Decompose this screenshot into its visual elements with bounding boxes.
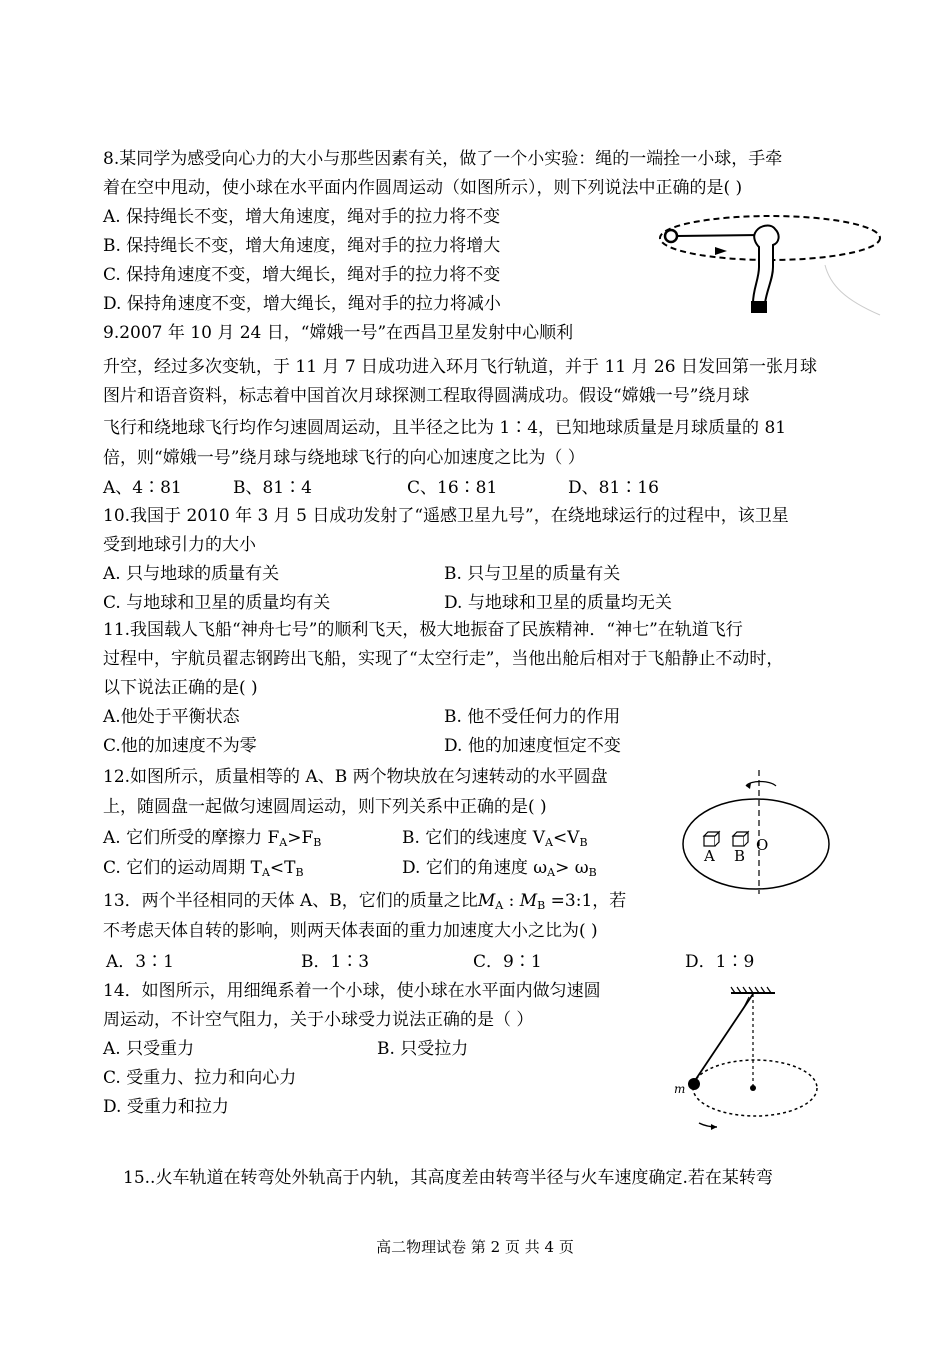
- q10-stem-line1: 10.我国于 2010 年 3 月 5 日成功发射了“遥感卫星九号”，在绕地球运行的过程中，该卫星: [103, 506, 789, 526]
- label-a: A: [704, 847, 715, 865]
- block-a-icon: [704, 832, 719, 846]
- q11-stem-line3: 以下说法正确的是( ): [103, 678, 258, 698]
- q12-figure-rotating-disk: [680, 770, 840, 895]
- q13-option-c: C．9∶1: [473, 952, 542, 972]
- q11-option-c: C.他的加速度不为零: [103, 736, 257, 756]
- q10-option-c: C. 与地球和卫星的质量均有关: [103, 593, 331, 613]
- label-m: m: [674, 1082, 686, 1096]
- q9-stem-line4: 飞行和绕地球飞行均作匀速圆周运动，且半径之比为 1∶4，已知地球质量是月球质量的 81: [103, 418, 787, 438]
- label-b: B: [734, 847, 746, 865]
- q8-option-c: C. 保持角速度不变，增大绳长，绳对手的拉力将不变: [103, 265, 501, 285]
- q13-option-d: D．1∶9: [685, 952, 755, 972]
- label-o: O: [756, 836, 769, 854]
- q10-option-b: B. 只与卫星的质量有关: [444, 564, 621, 584]
- q11-option-b: B. 他不受任何力的作用: [444, 707, 621, 727]
- q14-option-d: D. 受重力和拉力: [103, 1097, 229, 1117]
- page-footer: 高二物理试卷 第 2 页 共 4 页: [376, 1238, 574, 1256]
- q14-option-a: A. 只受重力: [103, 1039, 195, 1059]
- q9-option-d: D、81∶16: [568, 478, 659, 498]
- q13-option-b: B．1∶3: [301, 952, 370, 972]
- q13-option-a: A．3∶1: [106, 952, 174, 972]
- q12-option-b: B. 它们的线速度 $V_A<V_B$: [402, 828, 588, 849]
- q12-option-d: D. 它们的角速度 $\omega_A> \omega_B$: [402, 858, 597, 879]
- q15-stem-line1: 15..火车轨道在转弯处外轨高于内轨，其高度差由转弯半径与火车速度确定.若在某转弯: [123, 1168, 773, 1188]
- q9-option-a: A、4∶81: [103, 478, 182, 498]
- q12-stem-line1: 12.如图所示，质量相等的 A、B 两个物块放在匀速转动的水平圆盘: [103, 767, 608, 787]
- q9-stem-line1: 9.2007 年 10 月 24 日，“嫦娥一号”在西昌卫星发射中心顺利: [103, 323, 574, 343]
- q12-stem-line2: 上，随圆盘一起做匀速圆周运动，则下列关系中正确的是( ): [103, 797, 547, 817]
- q8-figure-hand-string-ball: [655, 205, 885, 320]
- q14-option-c: C. 受重力、拉力和向心力: [103, 1068, 297, 1088]
- q9-option-b: B、81∶4: [233, 478, 312, 498]
- q12-option-c: C. 它们的运动周期 $T_A<T_B$: [103, 858, 304, 879]
- q9-stem-line2: 升空，经过多次变轨，于 11 月 7 日成功进入环月飞行轨道，并于 11 月 26 日发回第一张月球: [103, 357, 817, 377]
- q9-option-c: C、16∶81: [407, 478, 498, 498]
- q12-option-a: A. 它们所受的摩擦力 $F_A>F_B$: [103, 828, 322, 849]
- q14-stem-line1: 14．如图所示，用细绳系着一个小球，使小球在水平面内做匀速圆: [103, 981, 601, 1001]
- q8-option-b: B. 保持绳长不变，增大角速度，绳对手的拉力将增大: [103, 236, 501, 256]
- q14-figure-conical-pendulum: [665, 985, 845, 1135]
- q11-stem-line1: 11.我国载人飞船“神舟七号”的顺利飞天，极大地振奋了民族精神．“神七”在轨道飞行: [103, 620, 743, 640]
- q8-stem-line2: 着在空中甩动，使小球在水平面内作圆周运动（如图所示），则下列说法中正确的是( ): [103, 178, 743, 198]
- q11-option-a: A.他处于平衡状态: [103, 707, 240, 727]
- q10-option-d: D. 与地球和卫星的质量均无关: [444, 593, 672, 613]
- q10-stem-line2: 受到地球引力的大小: [103, 535, 256, 555]
- q14-stem-line2: 周运动，不计空气阻力，关于小球受力说法正确的是（ ）: [103, 1010, 534, 1030]
- q8-stem-line1: 8.某同学为感受向心力的大小与那些因素有关，做了一个小实验：绳的一端拴一小球，手牵: [103, 149, 783, 169]
- q13-stem-line2: 不考虑天体自转的影响，则两天体表面的重力加速度大小之比为( ): [103, 921, 598, 941]
- q13-stem-line1: 13．两个半径相同的天体 A、B，它们的质量之比$M_A$ : $M_B$ =3:1，若: [103, 891, 627, 912]
- q8-option-a: A. 保持绳长不变，增大角速度，绳对手的拉力将不变: [103, 207, 501, 227]
- q14-option-b: B. 只受拉力: [377, 1039, 469, 1059]
- q9-stem-line3: 图片和语音资料，标志着中国首次月球探测工程取得圆满成功。假设“嫦娥一号”绕月球: [103, 386, 750, 406]
- q11-stem-line2: 过程中，宇航员翟志钢跨出飞船，实现了“太空行走”，当他出舱后相对于飞船静止不动时，: [103, 649, 784, 669]
- q10-option-a: A. 只与地球的质量有关: [103, 564, 280, 584]
- q8-option-d: D. 保持角速度不变，增大绳长，绳对手的拉力将减小: [103, 294, 501, 314]
- q9-stem-line5: 倍，则“嫦娥一号”绕月球与绕地球飞行的向心加速度之比为（ ）: [103, 448, 585, 468]
- block-b-icon: [733, 832, 748, 846]
- q11-option-d: D. 他的加速度恒定不变: [444, 736, 621, 756]
